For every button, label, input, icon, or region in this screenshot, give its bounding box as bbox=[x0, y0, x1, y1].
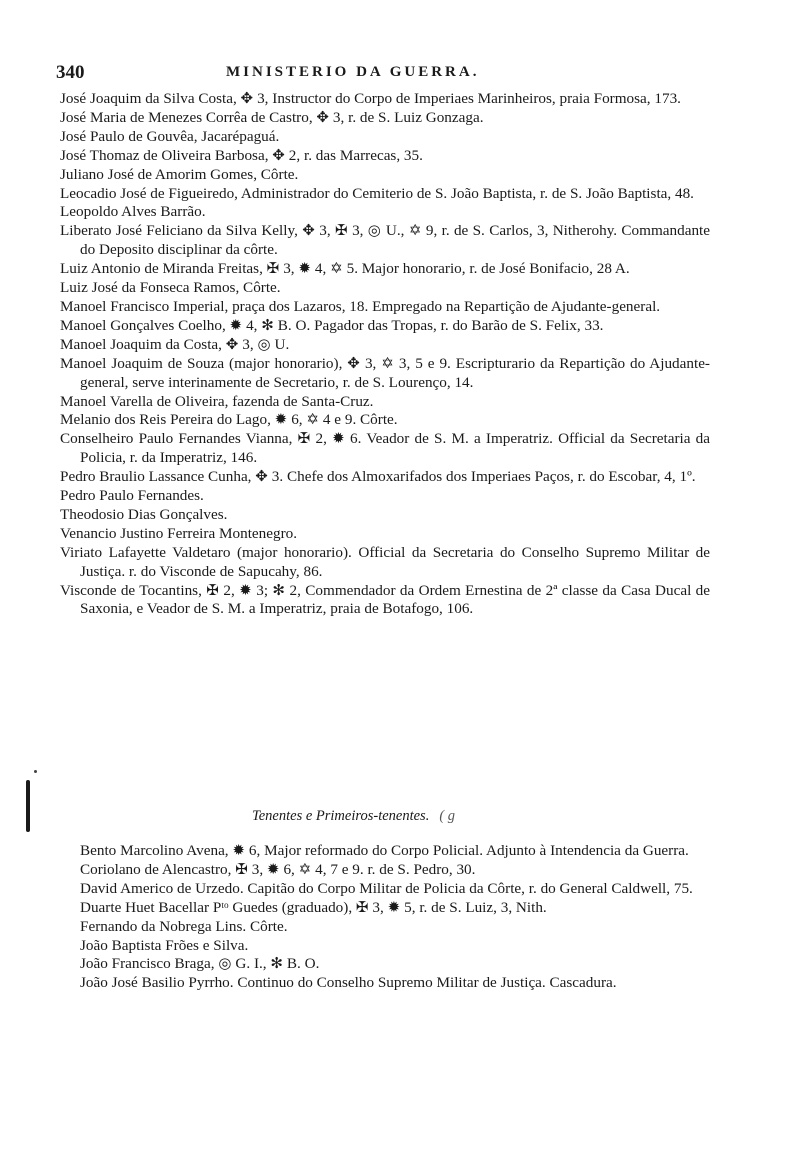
entries-list-first bbox=[60, 90, 710, 619]
list-item: José Thomaz de Oliveira Barbosa, ✥ 2, r. das Marrecas, 35. bbox=[60, 146, 423, 164]
handwritten-mark: ( g bbox=[439, 808, 456, 824]
list-item: João Francisco Braga, ◎ G. I., ✻ B. O. bbox=[80, 955, 320, 973]
list-item: Pedro Braulio Lassance Cunha, ✥ 3. Chefe dos Almoxarifados dos Imperiaes Paços, r. do Escobar, 4, 1º. bbox=[60, 468, 696, 486]
list-item: Liberato José Feliciano da Silva Kelly, ✥ 3, ✠ 3, ◎ U., ✡ 9, r. de S. Carlos, 3, Nitherohy. Commandante do Deposito disciplinar da côrte. bbox=[60, 222, 710, 259]
page-header bbox=[56, 62, 706, 88]
list-item: José Joaquim da Silva Costa, ✥ 3, Instructor do Corpo de Imperiaes Marinheiros, praia Formosa, 173. bbox=[60, 90, 681, 107]
running-title: MINISTERIO DA GUERRA. bbox=[226, 64, 480, 80]
list-item: Luiz Antonio de Miranda Freitas, ✠ 3, ✹ 4, ✡ 5. Major honorario, r. de José Bonifacio, 28 A. bbox=[60, 260, 630, 278]
list-item: Duarte Huet Bacellar Pᵗᵒ Guedes (graduado), ✠ 3, ✹ 5, r. de S. Luiz, 3, Nith. bbox=[80, 898, 547, 916]
list-item: Luiz José da Fonseca Ramos, Côrte. bbox=[60, 279, 281, 297]
section-title: Tenentes e Primeiros-tenentes. bbox=[252, 808, 430, 824]
page-number: 340 bbox=[56, 62, 85, 83]
list-item: Manoel Joaquim da Costa, ✥ 3, ◎ U. bbox=[60, 335, 290, 353]
list-item: José Paulo de Gouvêa, Jacarépaguá. bbox=[60, 127, 280, 145]
list-item: Manoel Joaquim de Souza (major honorario), ✥ 3, ✡ 3, 5 e 9. Escripturario da Repartição do Ajudante-general, serve interinamente de Secretario, r. de S. Lourenço, 14. bbox=[60, 354, 710, 391]
list-item: João José Basilio Pyrrho. Continuo do Conselho Supremo Militar de Justiça. Cascadura. bbox=[80, 974, 617, 992]
list-item: Melanio dos Reis Pereira do Lago, ✹ 6, ✡ 4 e 9. Côrte. bbox=[60, 411, 398, 429]
list-item: Fernando da Nobrega Lins. Côrte. bbox=[80, 917, 288, 935]
list-item: Leocadio José de Figueiredo, Administrador do Cemiterio de S. João Baptista, r. de S. João Baptista, 48. bbox=[60, 184, 694, 202]
list-item: Venancio Justino Ferreira Montenegro. bbox=[60, 524, 298, 542]
list-item: David Americo de Urzedo. Capitão do Corpo Militar de Policia da Côrte, r. do General Caldwell, 75. bbox=[80, 879, 693, 897]
section-heading bbox=[252, 808, 455, 825]
list-item: Leopoldo Alves Barrão. bbox=[60, 203, 206, 221]
list-item: Theodosio Dias Gonçalves. bbox=[60, 505, 228, 523]
margin-ink-dot bbox=[34, 770, 37, 773]
list-item: Viriato Lafayette Valdetaro (major honorario). Official da Secretaria do Conselho Supremo Militar de Justiça. r. do Visconde de Sapucahy, 86. bbox=[60, 543, 710, 580]
list-item: Manoel Gonçalves Coelho, ✹ 4, ✻ B. O. Pagador das Tropas, r. do Barão de S. Felix, 33. bbox=[60, 316, 604, 334]
margin-ink-mark bbox=[26, 780, 30, 832]
list-item: Pedro Paulo Fernandes. bbox=[60, 487, 204, 505]
list-item: Coriolano de Alencastro, ✠ 3, ✹ 6, ✡ 4, 7 e 9. r. de S. Pedro, 30. bbox=[80, 860, 476, 878]
list-item: Manoel Francisco Imperial, praça dos Lazaros, 18. Empregado na Repartição de Ajudante-general. bbox=[60, 297, 661, 315]
list-item: José Maria de Menezes Corrêa de Castro, ✥ 3, r. de S. Luiz Gonzaga. bbox=[60, 108, 484, 126]
list-item: Conselheiro Paulo Fernandes Vianna, ✠ 2, ✹ 6. Veador de S. M. a Imperatriz. Official da Secretaria da Policia, r. da Imperatriz, 146. bbox=[60, 430, 710, 467]
list-item: Bento Marcolino Avena, ✹ 6, Major reformado do Corpo Policial. Adjunto à Intendencia da Guerra. bbox=[80, 842, 689, 859]
list-item: Manoel Varella de Oliveira, fazenda de Santa-Cruz. bbox=[60, 392, 374, 410]
list-item: Visconde de Tocantins, ✠ 2, ✹ 3; ✻ 2, Commendador da Ordem Ernestina de 2ª classe da Casa Ducal de Saxonia, e Veador de S. M. a Imperatriz, praia de Botafogo, 106. bbox=[60, 581, 710, 618]
list-item: Juliano José de Amorim Gomes, Côrte. bbox=[60, 165, 299, 183]
entries-list-second bbox=[80, 842, 712, 993]
list-item: João Baptista Frões e Silva. bbox=[80, 936, 249, 954]
